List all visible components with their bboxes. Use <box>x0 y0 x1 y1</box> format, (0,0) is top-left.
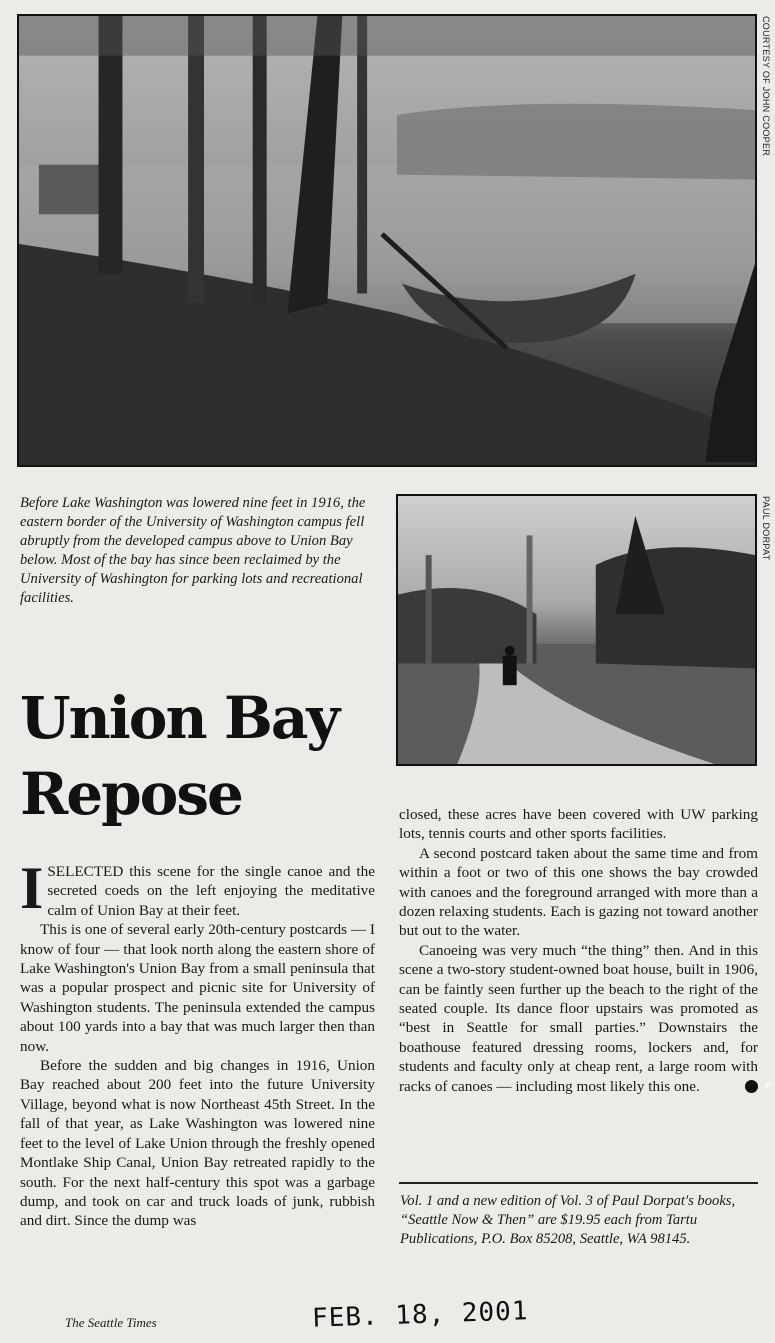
article-paragraph-1-text: SELECTED this scene for the single canoe and the secreted coeds on the left enjoying the meditative calm of Union Bay at their feet. <box>47 863 375 919</box>
drop-cap: I <box>20 855 44 921</box>
article-paragraph-1 <box>20 855 375 921</box>
end-mark-icon: P <box>745 1080 758 1093</box>
article-paragraph-5 <box>399 941 772 1096</box>
article-paragraph-2: This is one of several early 20th-century postcards — I know of four — that look north along the eastern shore of Lake Washington's Union Bay from a small peninsula that was a popular prospect and picnic site for University of Washington students. The peninsula extended the campus about 100 yards into a bay that was much larger then than now. <box>20 921 375 1055</box>
article-column-right <box>399 805 772 1096</box>
headline-line-2: Repose <box>20 760 242 828</box>
book-footnote: Vol. 1 and a new edition of Vol. 3 of Paul Dorpat's books, “Seattle Now & Then” are $19.95 each from Tartu Publications, P.O. Box 85208, Seattle, WA 98145. <box>400 1193 736 1247</box>
photo-caption: Before Lake Washington was lowered nine feet in 1916, the eastern border of the University of Washington campus fell abruptly from the developed campus above to Union Bay below. Most of the bay has since been reclaimed by the University of Washington for parking lots and recreational facilities. <box>20 495 366 606</box>
footnote-divider <box>399 1182 758 1184</box>
headline-line-1: Union Bay <box>20 684 339 752</box>
article-column-left <box>20 855 375 1231</box>
article-paragraph-4: A second postcard taken about the same time and from within a foot or two of this one shows the bay crowded with canoes and the foreground arranged with more than a dozen relaxing students. Each is gazing not toward another but out to the water. <box>399 844 758 940</box>
headline <box>20 680 390 832</box>
photo-credit-right: PAUL DORPAT <box>761 496 771 561</box>
modern-photo-path <box>396 494 757 766</box>
canoe-scene-illustration <box>19 16 755 465</box>
photo-credit-top: COURTESY OF JOHN COOPER <box>761 16 771 157</box>
publication-name: The Seattle Times <box>65 1315 157 1330</box>
article-paragraph-5-text: Canoeing was very much “the thing” then. And in this scene a two-story student-owned boat house, built in 1906, can be faintly seen further up the beach to the right of the seated couple. Its dance floor upstairs was promoted as “best in Seattle for small parties.” Downstairs the boathouse featured dressing rooms, lockers and, for students and faculty only at cheap rent, a large room with racks of canoes — including most likely this one. <box>399 941 758 1095</box>
historic-photo-canoe <box>17 14 757 467</box>
article-paragraph-3-continued: closed, these acres have been covered with UW parking lots, tennis courts and other sports facilities. <box>399 806 758 843</box>
article-paragraph-3: Before the sudden and big changes in 1916, Union Bay reached about 200 feet into the future University Village, beyond what is now Northeast 45th Street. In the fall of that year, as Lake Washington was lowered nine feet to the level of Lake Union through the freshly opened Montlake Ship Canal, Union Bay retreated rapidly to the south. For the next half-century this spot was a garbage dump, and took on car and truck loads of junk, rubbish and dirt. Since the dump was <box>20 1057 375 1230</box>
handwritten-date: FEB. 18, 2001 <box>311 1296 529 1334</box>
path-scene-illustration <box>398 496 755 764</box>
